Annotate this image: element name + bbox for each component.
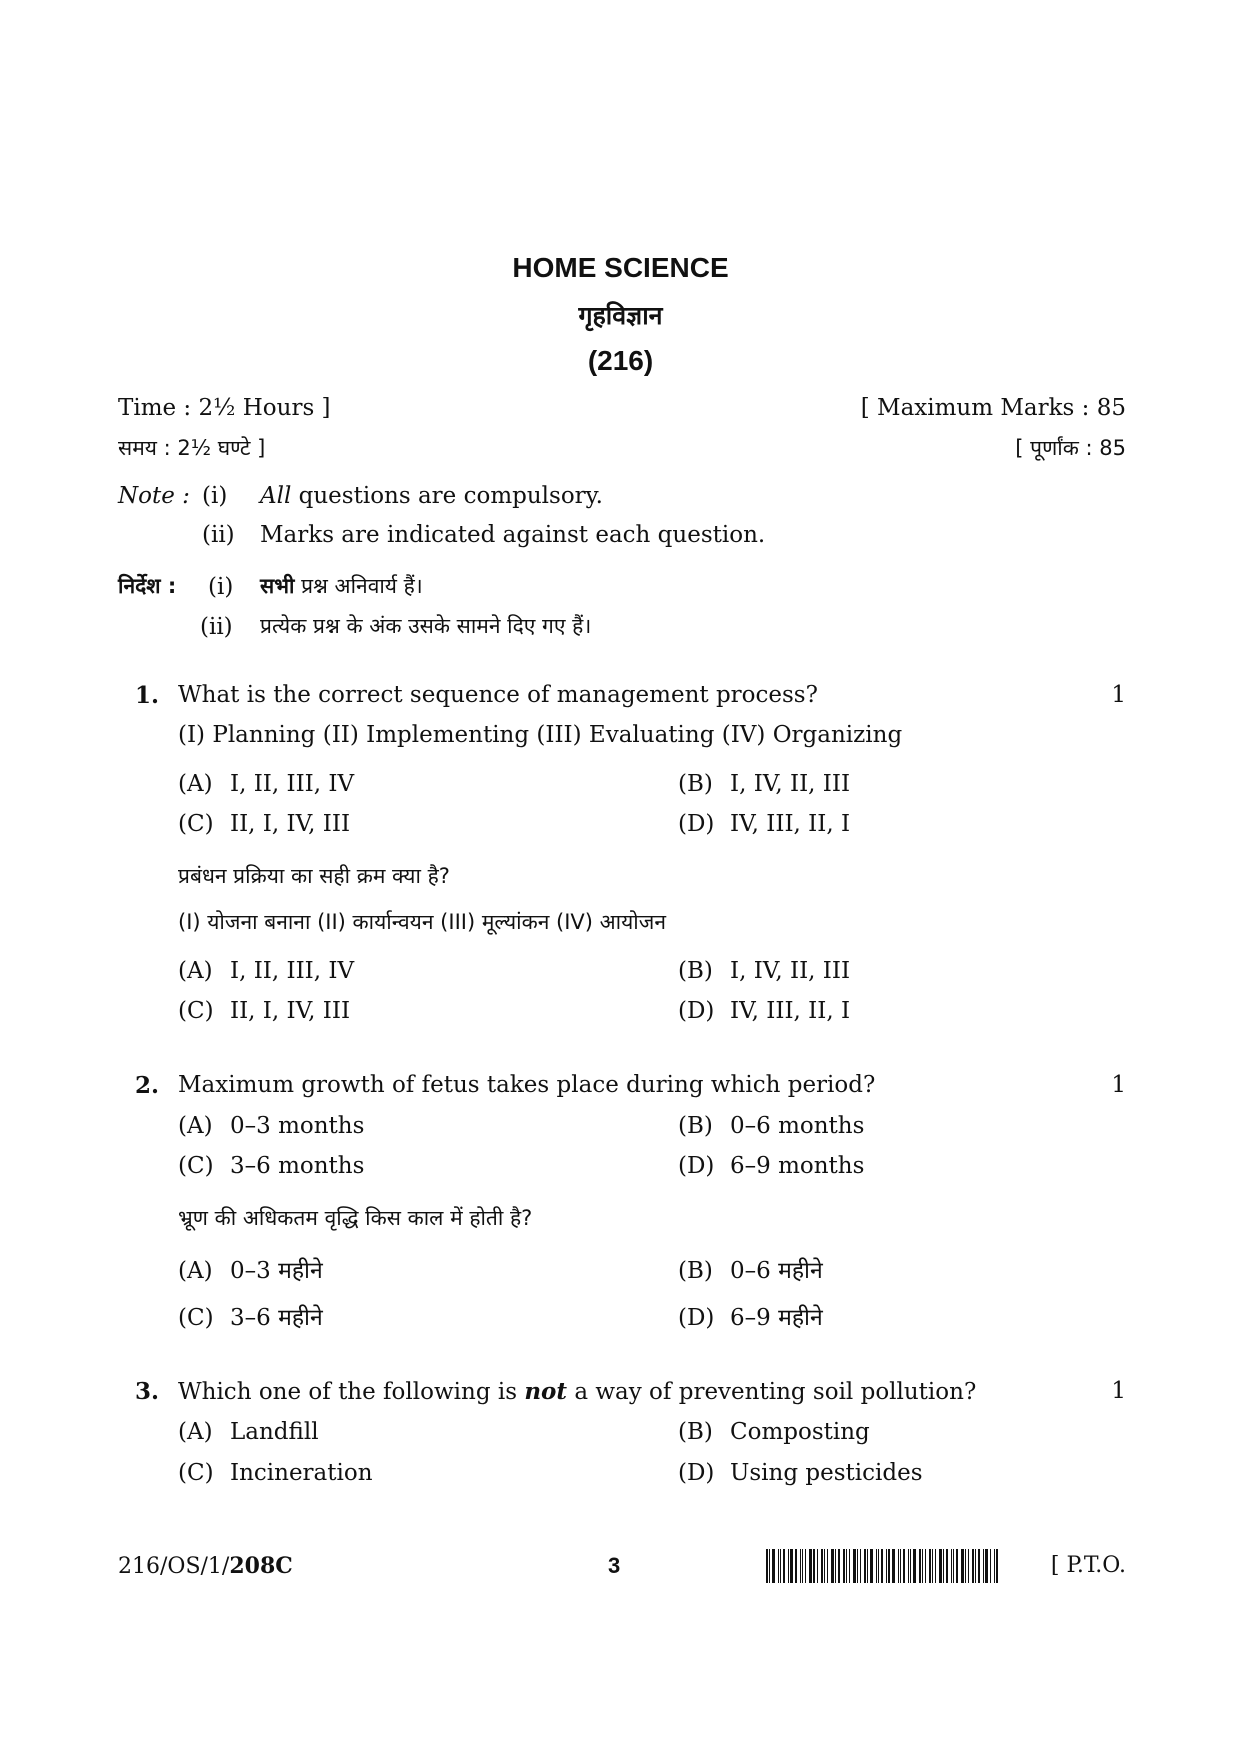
barcode-bar (835, 1549, 836, 1583)
note-1 (260, 483, 603, 509)
page-title: HOME SCIENCE (512, 252, 729, 283)
barcode-bar (975, 1549, 976, 1583)
barcode-bar (813, 1549, 815, 1583)
barcode-bar (892, 1549, 895, 1583)
barcode-bar (996, 1549, 998, 1583)
barcode-bar (857, 1549, 858, 1583)
barcode-bar (827, 1549, 828, 1583)
question-1-text-hindi: प्रबंधन प्रक्रिया का सही क्रम क्या है? (178, 864, 450, 888)
barcode-bar (939, 1549, 942, 1583)
barcode-bar (972, 1549, 974, 1583)
q2-hindi-option-d: (D) 6–9 महीने (678, 1305, 823, 1331)
q1-hindi-option-a: (A) I, II, III, IV (178, 958, 355, 984)
q1-option-a: (A) I, II, III, IV (178, 771, 355, 797)
question-1-text: What is the correct sequence of management process? (178, 682, 818, 708)
barcode-bar (780, 1549, 781, 1583)
barcode-bar (978, 1549, 980, 1583)
barcode-bar (788, 1549, 789, 1583)
subject-code: (216) (587, 345, 654, 376)
barcode-bar (922, 1549, 923, 1583)
barcode-bar (860, 1549, 861, 1583)
barcode-bar (943, 1549, 944, 1583)
barcode-bar (903, 1549, 905, 1583)
question-1-number: 1. (135, 682, 160, 709)
note-hi-1-num: (i) (208, 574, 234, 600)
barcode-bar (965, 1549, 966, 1583)
note-hi-1 (260, 572, 423, 600)
q1-hindi-option-c: (C) II, I, IV, III (178, 998, 351, 1024)
question-3-emph: not (524, 1378, 568, 1405)
barcode-bar (935, 1549, 936, 1583)
q2-hindi-option-b: (B) 0–6 महीने (678, 1258, 823, 1284)
barcode-bar (778, 1549, 779, 1583)
barcode-bar (881, 1549, 883, 1583)
q2-option-d: (D) 6–9 months (678, 1153, 865, 1179)
page-title-hindi: गृहविज्ञान (578, 301, 663, 330)
barcode-bar (913, 1549, 916, 1583)
time-en: Time : 2½ Hours ] (118, 395, 331, 421)
barcode-bar (849, 1549, 850, 1583)
q2-option-c: (C) 3–6 months (178, 1153, 365, 1179)
q1-hindi-option-d: (D) IV, III, II, I (678, 998, 851, 1024)
barcode-bar (925, 1549, 926, 1583)
q1-option-c: (C) II, I, IV, III (178, 811, 351, 837)
barcode-bar (878, 1549, 879, 1583)
barcode-bar (853, 1549, 856, 1583)
barcode-bar (994, 1549, 995, 1583)
barcode-bar (846, 1549, 847, 1583)
barcode-bar (953, 1549, 954, 1583)
q3-option-a: (A) Landfill (178, 1419, 319, 1445)
barcode-bar (824, 1549, 825, 1583)
question-1-sub: (I) Planning (II) Implementing (III) Evaluating (IV) Organizing (178, 722, 903, 748)
q2-hindi-option-a: (A) 0–3 महीने (178, 1258, 323, 1284)
note-hi-1-emph: सभी (260, 574, 295, 598)
q2-hindi-option-c: (C) 3–6 महीने (178, 1305, 323, 1331)
q1-hindi-option-b: (B) I, IV, II, III (678, 958, 851, 984)
barcode-bar (800, 1549, 801, 1583)
note-label: Note : (118, 483, 190, 509)
note-1-emph: All (260, 483, 292, 509)
barcode-bar (961, 1549, 964, 1583)
question-2-number: 2. (135, 1072, 160, 1099)
barcode-bar (932, 1549, 933, 1583)
barcode-bar (985, 1549, 988, 1583)
q3-option-b: (B) Composting (678, 1419, 870, 1445)
marks-hi: [ पूर्णांक : 85 (1015, 436, 1126, 460)
barcode-bar (968, 1549, 969, 1583)
barcode-bar (821, 1549, 823, 1583)
barcode-bar (990, 1549, 991, 1583)
barcode-image (766, 1549, 1030, 1583)
barcode-bar (900, 1549, 901, 1583)
barcode-bar (802, 1549, 803, 1583)
q1-option-b: (B) I, IV, II, III (678, 771, 851, 797)
question-3-text: Which one of the following is not a way of preventing soil pollution? (178, 1378, 977, 1405)
barcode-bar (809, 1549, 812, 1583)
barcode-bar (805, 1549, 806, 1583)
barcode-bar (886, 1549, 887, 1583)
barcode-bar (790, 1549, 793, 1583)
barcode-bar (769, 1549, 770, 1583)
barcode-bar (864, 1549, 866, 1583)
note-label-hindi: निर्देश : (118, 574, 177, 598)
barcode-bar (766, 1549, 768, 1583)
note-2-text: Marks are indicated against each question. (260, 522, 766, 548)
barcode-bar (983, 1549, 984, 1583)
question-3-number: 3. (135, 1378, 160, 1405)
barcode-bar (898, 1549, 899, 1583)
note-1-num: (i) (202, 483, 228, 509)
barcode-bar (843, 1549, 845, 1583)
q1-option-d: (D) IV, III, II, I (678, 811, 851, 837)
barcode-bar (956, 1549, 958, 1583)
question-1-marks: 1 (1111, 682, 1126, 708)
barcode-bar (910, 1549, 911, 1583)
barcode-bar (870, 1549, 873, 1583)
barcode-bar (908, 1549, 909, 1583)
barcode-bar (831, 1549, 834, 1583)
page-number: 3 (608, 1553, 621, 1578)
q3-option-d: (D) Using pesticides (678, 1460, 923, 1486)
barcode-bar (946, 1549, 948, 1583)
pto-label: [ P.T.O. (1050, 1553, 1126, 1578)
note-2-num: (ii) (202, 522, 235, 548)
barcode-bar (876, 1549, 877, 1583)
question-3-marks: 1 (1111, 1378, 1126, 1404)
paper-code: 216/OS/1/208C (118, 1553, 293, 1579)
barcode-bar (951, 1549, 952, 1583)
question-2-text-hindi: भ्रूण की अधिकतम वृद्धि किस काल में होती है? (178, 1206, 533, 1230)
barcode-bar (919, 1549, 921, 1583)
note-hi-1-text: प्रश्न अनिवार्य हैं। (294, 574, 423, 598)
question-2-marks: 1 (1111, 1072, 1126, 1098)
note-hi-2-num: (ii) (200, 614, 233, 640)
barcode-bar (838, 1549, 840, 1583)
barcode-bar (867, 1549, 868, 1583)
question-1-sub-hindi: (I) योजना बनाना (II) कार्यान्वयन (III) मूल्यांकन (IV) आयोजन (178, 910, 666, 934)
marks-en: [ Maximum Marks : 85 (860, 395, 1126, 421)
question-2-text: Maximum growth of fetus takes place during which period? (178, 1072, 876, 1098)
barcode-bar (783, 1549, 785, 1583)
q2-option-b: (B) 0–6 months (678, 1113, 865, 1139)
q2-option-a: (A) 0–3 months (178, 1113, 365, 1139)
q3-option-c: (C) Incineration (178, 1460, 373, 1486)
barcode-bar (888, 1549, 890, 1583)
barcode-bar (929, 1549, 931, 1583)
note-hi-2-text: प्रत्येक प्रश्न के अंक उसके सामने दिए गए हैं। (260, 614, 592, 638)
barcode-bar (817, 1549, 818, 1583)
time-hi: समय : 2½ घण्टे ] (118, 436, 266, 460)
note-1-text: questions are compulsory. (291, 483, 603, 509)
barcode-bar (795, 1549, 797, 1583)
barcode-bar (772, 1549, 775, 1583)
